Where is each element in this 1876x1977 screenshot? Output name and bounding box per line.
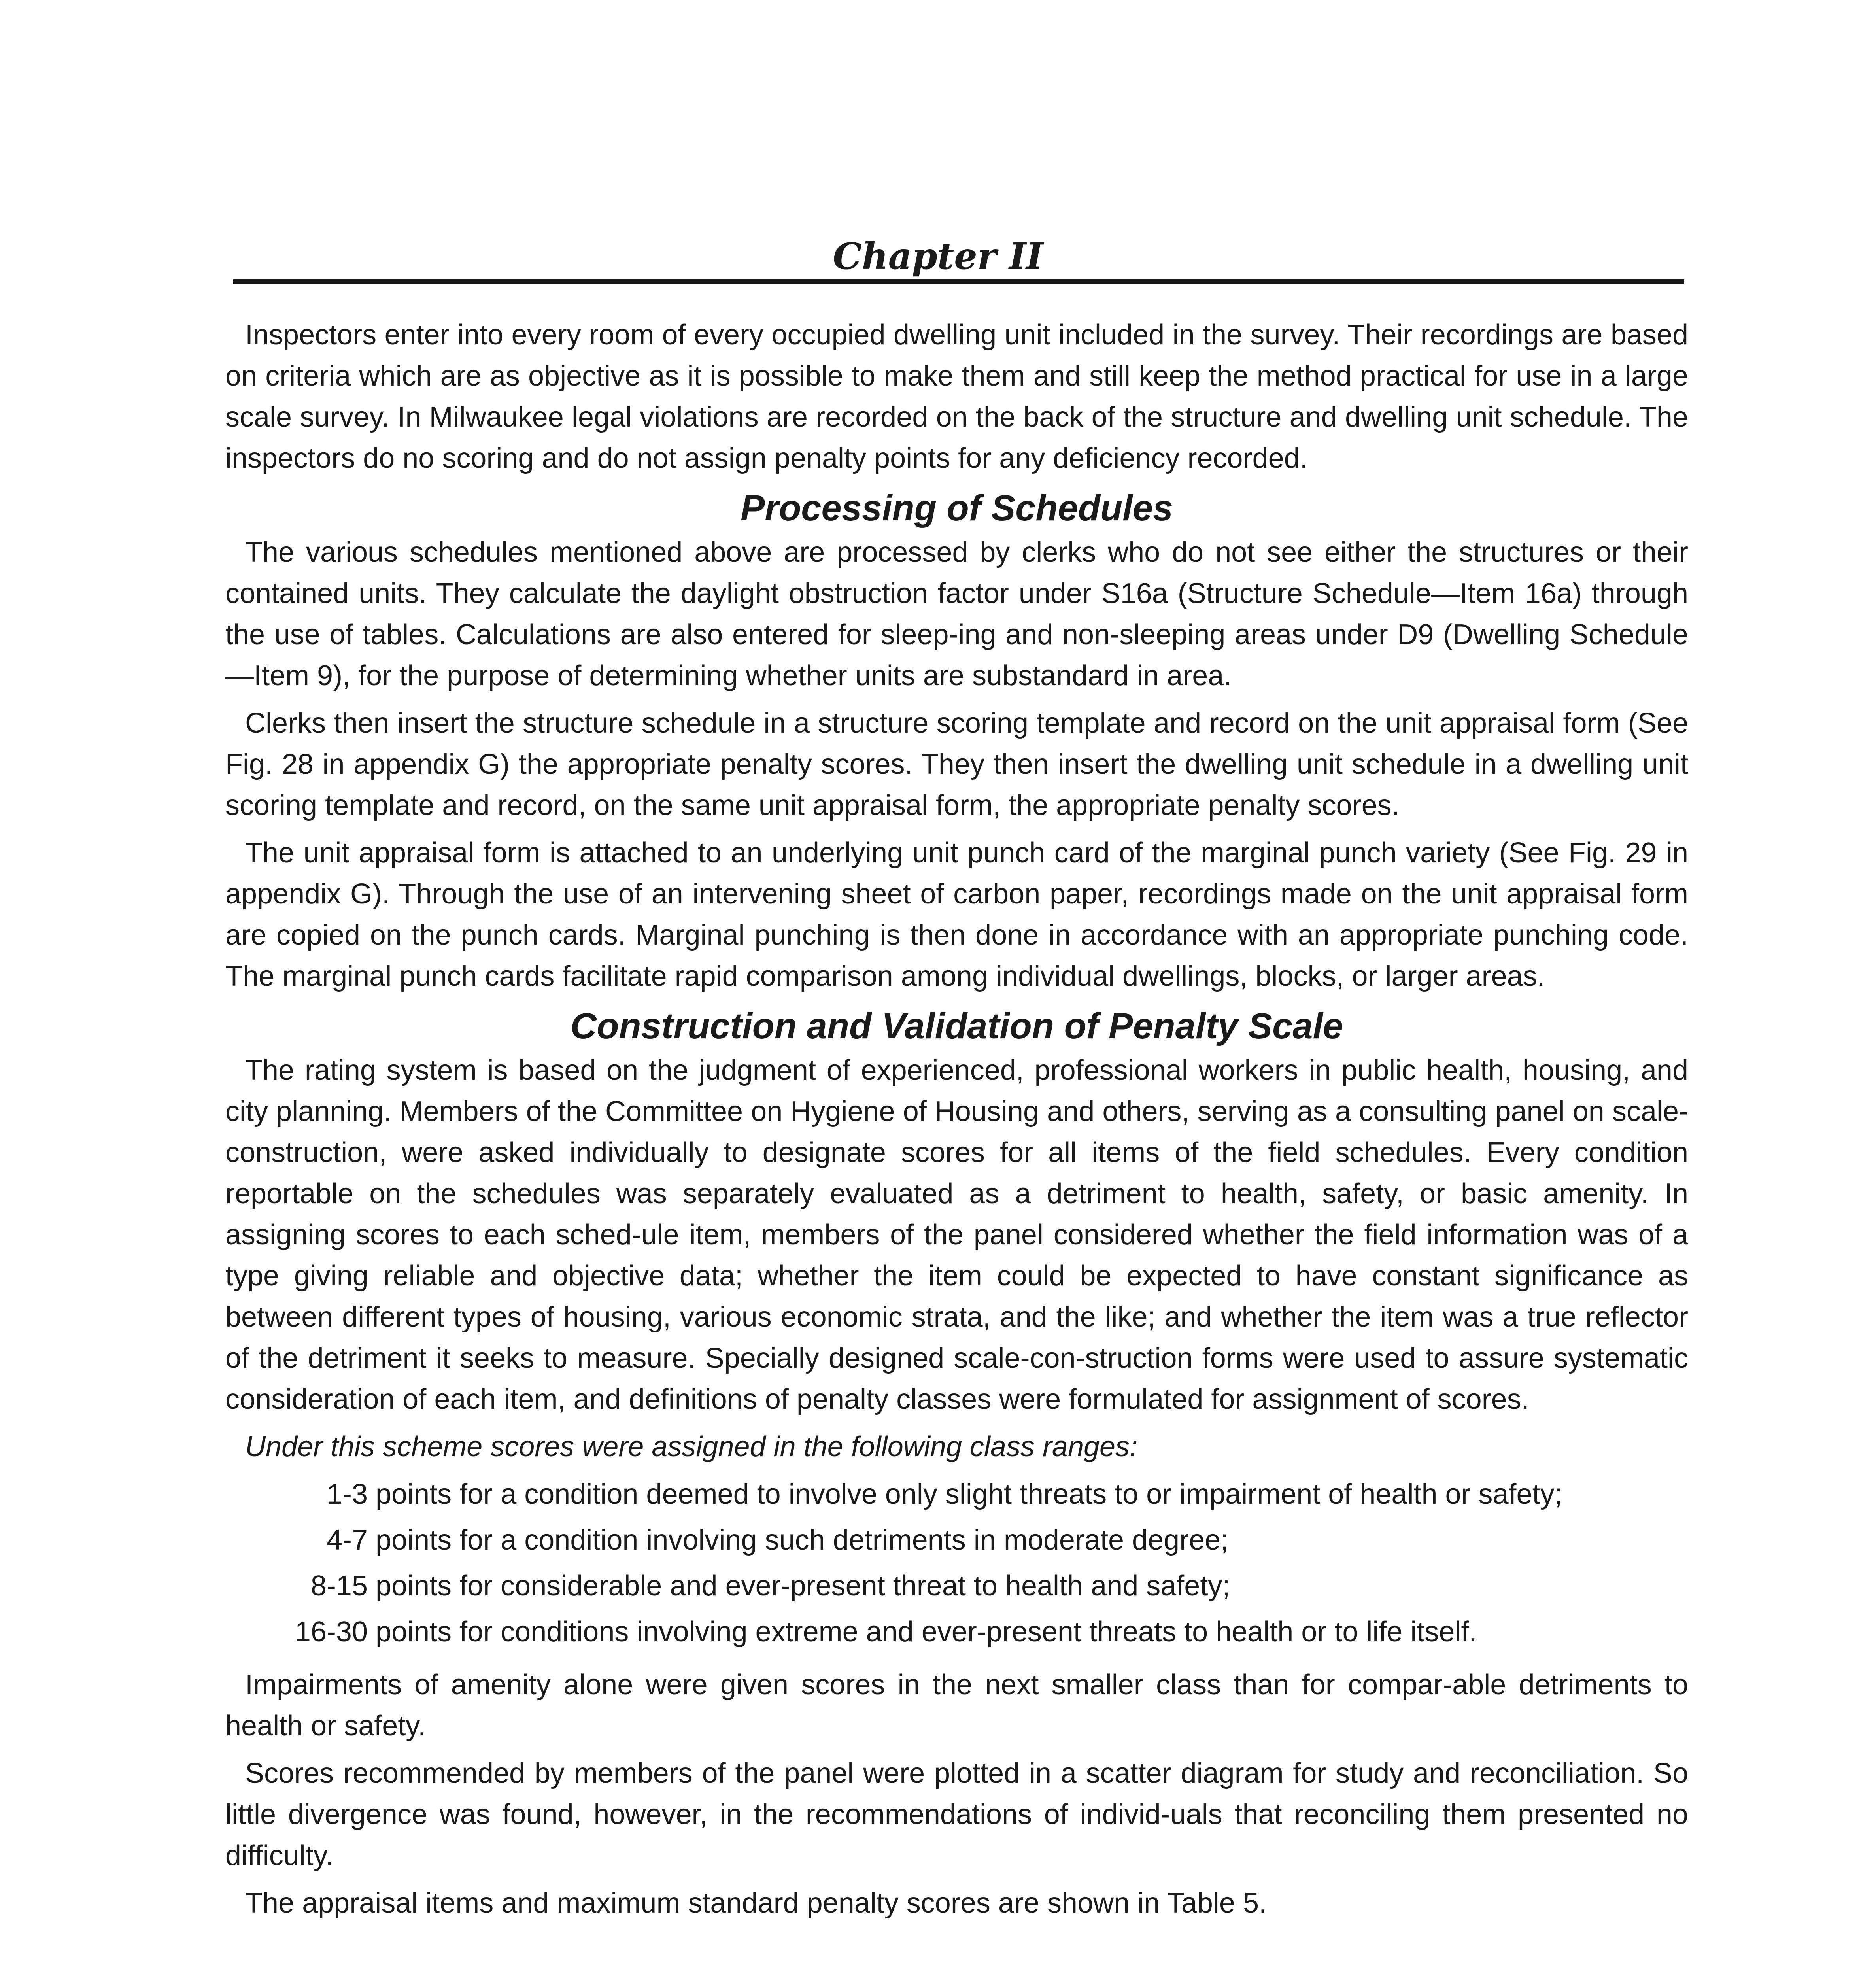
score-range-description: points for a condition deemed to involve only slight threats to or impairment of health or safety; <box>376 1478 1562 1510</box>
closing-paragraph: Scores recommended by members of the panel were plotted in a scatter diagram for study and reconciliation. So little divergence was found, however, in the recommendations of individ-uals that reconciling them presented no difficulty. <box>225 1758 1688 1871</box>
score-range-item <box>233 1565 1688 1607</box>
score-range-item <box>233 1611 1688 1652</box>
closing-paragraph: Impairments of amenity alone were given scores in the next smaller class than for compar-able detriments to health or safety. <box>225 1669 1688 1742</box>
score-range-description: points for considerable and ever-present threat to health and safety; <box>376 1570 1230 1602</box>
intro-paragraph: Inspectors enter into every room of every occupied dwelling unit included in the survey. Their recordings are based on criteria which are as objective as it is possible to make them and still keep the method practical for use in a large scale survey. In Milwaukee legal violations are recorded on the back of the structure and dwelling unit schedule. The inspectors do no scoring and do not assign penalty points for any deficiency recorded. <box>225 319 1688 474</box>
score-range-value: 8-15 <box>310 1570 368 1602</box>
section-heading-construction: Construction and Validation of Penalty Scale <box>570 1006 1343 1046</box>
score-range-item <box>233 1520 1688 1561</box>
score-range-item <box>233 1474 1688 1515</box>
section-heading-processing: Processing of Schedules <box>740 488 1173 528</box>
page-content <box>225 314 1688 1924</box>
chapter-divider <box>233 279 1684 284</box>
score-range-value: 4-7 <box>326 1524 368 1556</box>
processing-paragraph: The unit appraisal form is attached to an underlying unit punch card of the marginal punch variety (See Fig. 29 in appendix G). Through the use of an intervening sheet of carbon paper, recordings made on the unit appraisal form are copied on the punch cards. Marginal punching is then done in accordance with an appropriate punching code. The marginal punch cards facilitate rapid comparison among individual dwellings, blocks, or larger areas. <box>225 837 1688 992</box>
score-range-description: points for a condition involving such detriments in moderate degree; <box>376 1524 1229 1556</box>
closing-paragraph: The appraisal items and maximum standard penalty scores are shown in Table 5. <box>245 1887 1267 1919</box>
score-range-value: 1-3 <box>326 1478 368 1510</box>
processing-paragraph: Clerks then insert the structure schedule in a structure scoring template and record on the unit appraisal form (See Fig. 28 in appendix G) the appropriate penalty scores. They then insert the dwelling unit schedule in a dwelling unit scoring template and record, on the same unit appraisal form, the appropriate penalty scores. <box>225 707 1688 821</box>
ranges-intro: Under this scheme scores were assigned in the following class ranges: <box>245 1431 1138 1463</box>
processing-paragraph: The various schedules mentioned above are processed by clerks who do not see either the structures or their contained units. They calculate the daylight obstruction factor under S16a (Structure Schedule—Item 16a) through the use of tables. Calculations are also entered for sleep-ing and non-sleeping areas under D9 (Dwelling Schedule—Item 9), for the purpose of determining whether units are substandard in area. <box>225 537 1688 692</box>
chapter-title: Chapter II <box>833 234 1043 278</box>
score-range-value: 16-30 <box>295 1616 368 1648</box>
score-range-description: points for conditions involving extreme and ever-present threats to health or to life itself. <box>376 1616 1477 1648</box>
construction-paragraph: The rating system is based on the judgment of experienced, professional workers in public health, housing, and city planning. Members of the Committee on Hygiene of Housing and others, serving as a consulting panel on scale-construction, were asked individually to designate scores for all items of the field schedules. Every condition reportable on the schedules was separately evaluated as a detriment to health, safety, or basic amenity. In assigning scores to each sched-ule item, members of the panel considered whether the field information was of a type giving reliable and objective data; whether the item could be expected to have constant significance as between different types of housing, various economic strata, and the like; and whether the item was a true reflector of the detriment it seeks to measure. Specially designed scale-con-struction forms were used to assure systematic consideration of each item, and definitions of penalty classes were formulated for assignment of scores. <box>225 1055 1688 1415</box>
score-range-list <box>225 1474 1688 1652</box>
